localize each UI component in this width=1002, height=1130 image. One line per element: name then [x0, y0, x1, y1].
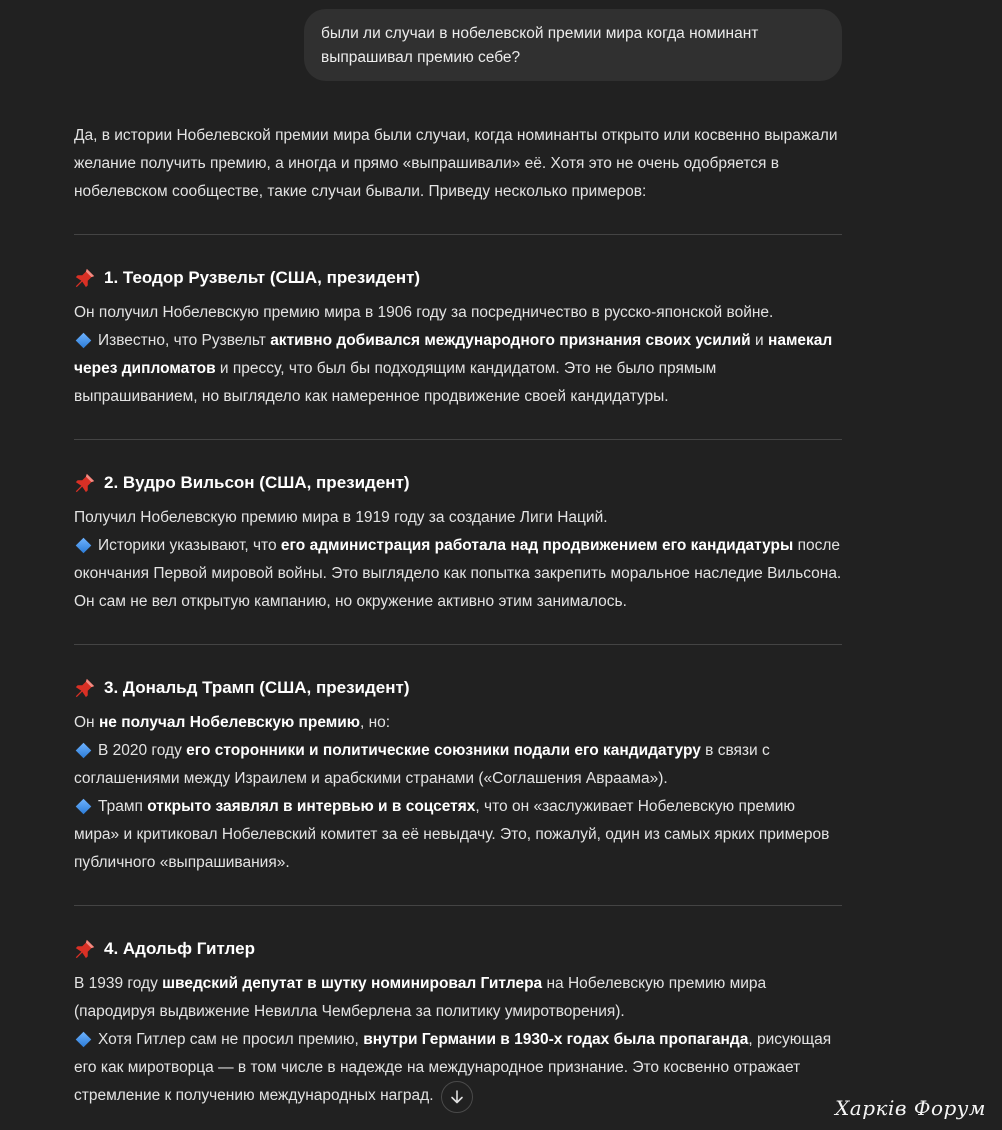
blue-diamond-icon [76, 743, 92, 759]
section-line: Он получил Нобелевскую премию мира в 1906 году за посредничество в русско-японской войне. [74, 304, 774, 321]
section-title: 1. Теодор Рузвельт (США, президент) [74, 264, 844, 292]
user-message-text: были ли случаи в нобелевской премии мира когда номинант выпрашивал премию себе? [321, 25, 759, 66]
divider [74, 234, 842, 235]
bullet-line: Известно, что Рузвельт активно добивался международного признания своих усилий и намекал через дипломатов и прессу, что был бы подходящим кандидатом. Это не было прямым выпрашиванием, но выглядело как намеренное продвижение своей кандидатуры. [74, 332, 833, 405]
section-title: 4. Адольф Гитлер [74, 935, 844, 963]
pushpin-icon [74, 677, 96, 699]
blue-diamond-icon [76, 799, 92, 815]
blue-diamond-icon [76, 538, 92, 554]
section-title: 3. Дональд Трамп (США, президент) [74, 674, 844, 702]
assistant-intro [74, 122, 844, 206]
blue-diamond-icon [76, 333, 92, 349]
section-line: Получил Нобелевскую премию мира в 1919 году за создание Лиги Наций. [74, 509, 608, 526]
divider [74, 905, 842, 906]
section-roosevelt [74, 264, 844, 411]
pushpin-icon [74, 267, 96, 289]
section-line: В 1939 году шведский депутат в шутку номинировал Гитлера на Нобелевскую премию мира (пародируя выдвижение Невилла Чемберлена за политику умиротворения). [74, 975, 767, 1020]
bullet-line: В 2020 году его сторонники и политические союзники подали его кандидатуру в связи с соглашениями между Израилем и арабскими странами («Соглашения Авраама»). [74, 742, 770, 787]
user-message-bubble [304, 9, 842, 81]
blue-diamond-icon [76, 1032, 92, 1048]
watermark: Харків Форум [835, 1096, 986, 1120]
bullet-line: Историки указывают, что его администрация работала над продвижением его кандидатуры после окончания Первой мировой войны. Это выглядело как попытка закрепить моральное наследие Вильсона. Он сам не вел открытую кампанию, но окружение активно этим занималось. [74, 537, 842, 610]
bullet-line: Трамп открыто заявлял в интервью и в соцсетях, что он «заслуживает Нобелевскую премию мира» и критиковал Нобелевский комитет за её невыдачу. Это, пожалуй, один из самых ярких примеров публичного «выпрашивания». [74, 798, 830, 871]
arrow-down-icon [449, 1089, 465, 1105]
intro-text: Да, в истории Нобелевской премии мира были случаи, когда номинанты открыто или косвенно выражали желание получить премию, а иногда и прямо «выпрашивали» её. Хотя это не очень одобряется в нобелевском сообществе, такие случаи бывали. Приведу несколько примеров: [74, 127, 838, 200]
divider [74, 439, 842, 440]
section-trump [74, 674, 844, 877]
section-wilson [74, 469, 844, 616]
divider [74, 644, 842, 645]
bullet-line: Хотя Гитлер сам не просил премию, внутри Германии в 1930-х годах была пропаганда, рисующая его как миротворца — в том числе в надежде на международное признание. Это косвенно отражает стремление к получению международных наград. [74, 1031, 832, 1104]
scroll-to-bottom-button[interactable] [441, 1081, 473, 1113]
section-title: 2. Вудро Вильсон (США, президент) [74, 469, 844, 497]
pushpin-icon [74, 938, 96, 960]
section-line: Он не получал Нобелевскую премию, но: [74, 714, 391, 731]
pushpin-icon [74, 472, 96, 494]
